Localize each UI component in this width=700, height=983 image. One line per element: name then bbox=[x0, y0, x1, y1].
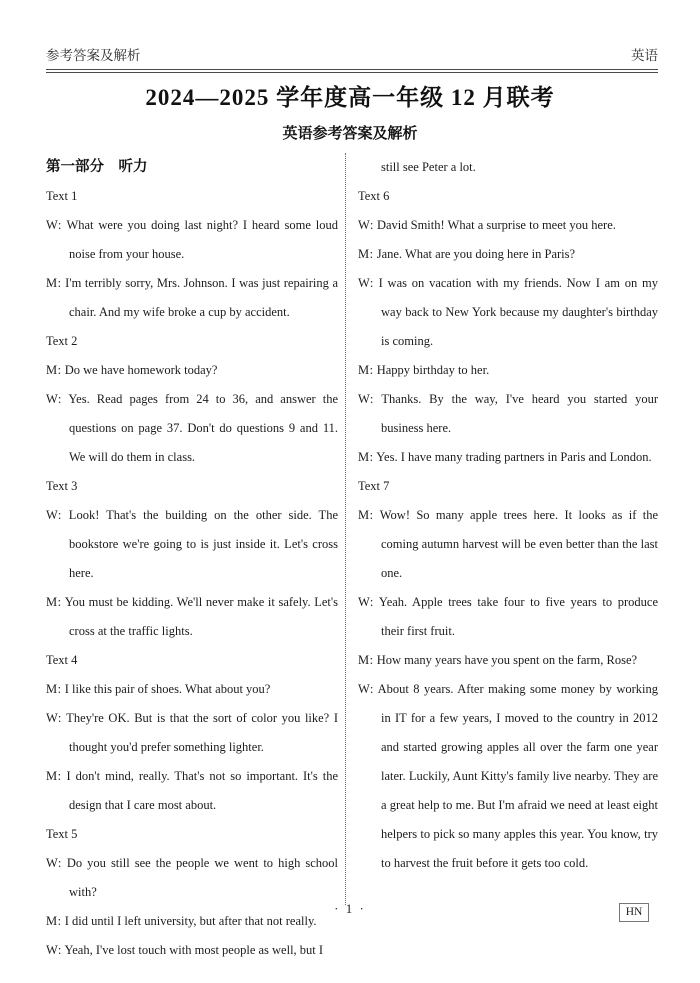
dialogue-line bbox=[358, 646, 658, 675]
speaker-label: W: bbox=[358, 276, 374, 290]
page-number: · 1 · bbox=[334, 901, 366, 916]
dialogue-text: You must be kidding. We'll never make it safely. Let's cross at the traffic lights. bbox=[61, 595, 338, 638]
text-block-label: Text 6 bbox=[358, 189, 390, 203]
speaker-label: M: bbox=[46, 769, 62, 783]
running-header bbox=[46, 44, 658, 73]
dialogue-text: Yeah. Apple trees take four to five years to produce their first fruit. bbox=[373, 595, 658, 638]
text-block-label: Text 7 bbox=[358, 479, 390, 493]
text-block-label: Text 2 bbox=[46, 334, 78, 348]
speaker-label: W: bbox=[358, 392, 374, 406]
dialogue-text: Jane. What are you doing here in Paris? bbox=[373, 247, 576, 261]
left-column bbox=[46, 153, 338, 957]
speaker-label: M: bbox=[46, 363, 62, 377]
text-block-label: Text 4 bbox=[46, 653, 78, 667]
dialogue-line bbox=[46, 588, 338, 646]
dialogue-text: Yes. I have many trading partners in Paris and London. bbox=[373, 450, 652, 464]
dialogue-text: Thanks. By the way, I've heard you started your business here. bbox=[373, 392, 658, 435]
dialogue-line bbox=[46, 385, 338, 472]
dialogue-continuation: still see Peter a lot. bbox=[381, 160, 476, 174]
dialogue-line bbox=[358, 588, 658, 646]
speaker-label: M: bbox=[358, 450, 374, 464]
right-column bbox=[358, 153, 658, 905]
speaker-label: W: bbox=[46, 508, 62, 522]
dialogue-line bbox=[46, 704, 338, 762]
two-column-body bbox=[46, 153, 658, 957]
dialogue-line bbox=[46, 211, 338, 269]
dialogue-text: Do you still see the people we went to high school with? bbox=[61, 856, 338, 899]
corner-tag: HN bbox=[619, 903, 649, 922]
text-block-label: Text 3 bbox=[46, 479, 78, 493]
dialogue-line bbox=[46, 501, 338, 588]
text-block-label: Text 5 bbox=[46, 827, 78, 841]
page-title: 2024—2025 学年度高一年级 12 月联考 bbox=[145, 85, 555, 110]
dialogue-line bbox=[46, 356, 338, 385]
speaker-label: M: bbox=[46, 682, 62, 696]
dialogue-text: Happy birthday to her. bbox=[373, 363, 490, 377]
dialogue-text: I did until I left university, but after that not really. bbox=[61, 914, 317, 928]
dialogue-line bbox=[358, 675, 658, 878]
speaker-label: W: bbox=[46, 711, 62, 725]
speaker-label: W: bbox=[46, 943, 62, 957]
section-heading: 第一部分 听力 bbox=[46, 159, 148, 175]
dialogue-line bbox=[46, 936, 338, 965]
speaker-label: M: bbox=[46, 595, 62, 609]
dialogue-text: About 8 years. After making some money by working in IT for a few years, I moved to the country in 2012 and started growing apples all over the farm one year later. Luckily, Aunt Kitty's family live nearby. They are a great help to me. But I'm afraid we need at least eight helpers to pick so many apples this year. You know, try to harvest the fruit before it gets too cold. bbox=[373, 682, 658, 870]
dialogue-text: How many years have you spent on the farm, Rose? bbox=[373, 653, 638, 667]
dialogue-line bbox=[46, 269, 338, 327]
dialogue-line bbox=[358, 443, 658, 472]
text-block-label: Text 1 bbox=[46, 189, 78, 203]
speaker-label: M: bbox=[358, 247, 374, 261]
speaker-label: W: bbox=[46, 392, 62, 406]
speaker-label: W: bbox=[358, 682, 374, 696]
dialogue-line bbox=[358, 240, 658, 269]
dialogue-text: Do we have homework today? bbox=[61, 363, 218, 377]
dialogue-text: What were you doing last night? I heard some loud noise from your house. bbox=[61, 218, 338, 261]
column-divider bbox=[345, 153, 346, 905]
dialogue-line bbox=[46, 849, 338, 907]
dialogue-line bbox=[46, 762, 338, 820]
speaker-label: W: bbox=[46, 218, 62, 232]
dialogue-line bbox=[358, 385, 658, 443]
speaker-label: M: bbox=[46, 914, 62, 928]
speaker-label: W: bbox=[358, 595, 374, 609]
speaker-label: M: bbox=[358, 653, 374, 667]
dialogue-line bbox=[46, 675, 338, 704]
dialogue-text: Look! That's the building on the other side. The bookstore we're going to is just inside it. Let's cross here. bbox=[61, 508, 338, 580]
dialogue-text: I like this pair of shoes. What about you? bbox=[61, 682, 271, 696]
speaker-label: M: bbox=[46, 276, 62, 290]
page-subtitle: 英语参考答案及解析 bbox=[282, 125, 418, 142]
dialogue-text: I was on vacation with my friends. Now I am on my way back to New York because my daughter's birthday is coming. bbox=[373, 276, 658, 348]
speaker-label: M: bbox=[358, 363, 374, 377]
dialogue-text: Wow! So many apple trees here. It looks as if the coming autumn harvest will be even better than the last one. bbox=[373, 508, 658, 580]
dialogue-text: I don't mind, really. That's not so important. It's the design that I care most about. bbox=[61, 769, 338, 812]
dialogue-text: They're OK. But is that the sort of color you like? I thought you'd prefer something lighter. bbox=[61, 711, 338, 754]
speaker-label: M: bbox=[358, 508, 374, 522]
dialogue-text: Yeah, I've lost touch with most people as well, but I bbox=[61, 943, 324, 957]
speaker-label: W: bbox=[46, 856, 62, 870]
dialogue-text: Yes. Read pages from 24 to 36, and answer the questions on page 37. Don't do questions 9 and 11. We will do them in class. bbox=[61, 392, 338, 464]
header-left-label: 参考答案及解析 bbox=[46, 48, 141, 63]
header-right-label: 英语 bbox=[631, 48, 658, 63]
dialogue-text: I'm terribly sorry, Mrs. Johnson. I was just repairing a chair. And my wife broke a cup by accident. bbox=[61, 276, 338, 319]
dialogue-text: David Smith! What a surprise to meet you here. bbox=[373, 218, 616, 232]
dialogue-line bbox=[358, 501, 658, 588]
dialogue-line bbox=[358, 269, 658, 356]
dialogue-line bbox=[358, 211, 658, 240]
speaker-label: W: bbox=[358, 218, 374, 232]
dialogue-line bbox=[358, 356, 658, 385]
